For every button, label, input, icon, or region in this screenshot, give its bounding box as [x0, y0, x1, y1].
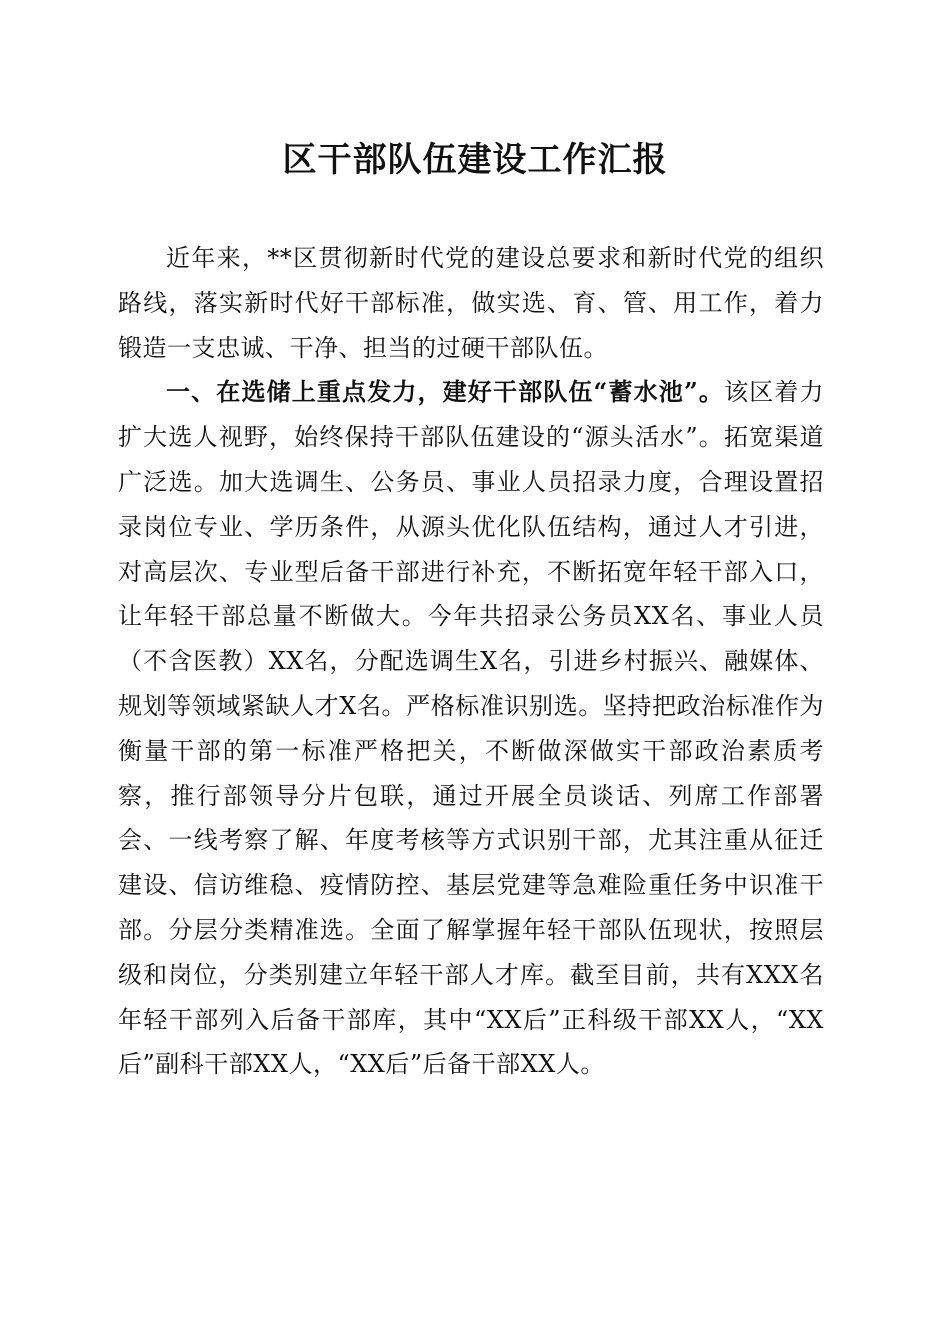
document-title: 区干部队伍建设工作汇报: [282, 140, 668, 180]
section-one-heading: 一、在选储上重点发力，建好干部队伍“蓄水池”。: [166, 377, 725, 407]
section-one-paragraph: [118, 370, 824, 1087]
intro-paragraph-text: 近年来，**区贯彻新时代党的建设总要求和新时代党的组织路线，落实新时代好干部标准，做实选、育、管、用工作，着力锻造一支忠诚、干净、担当的过硬干部队伍。: [118, 244, 824, 362]
section-one-text: 该区着力扩大选人视野，始终保持干部队伍建设的“源头活水”。拓宽渠道广泛选。加大选调生、公务员、事业人员招录力度，合理设置招录岗位专业、学历条件，从源头优化队伍结构，通过人才引进，对高层次、专业型后备干部进行补充，不断拓宽年轻干部入口，让年轻干部总量不断做大。今年共招录公务员XX名、事业人员（不含医教）XX名，分配选调生X名，引进乡村振兴、融媒体、规划等领域紧缺人才X名。严格标准识别选。坚持把政治标准作为衡量干部的第一标准严格把关，不断做深做实干部政治素质考察，推行部领导分片包联，通过开展全员谈话、列席工作部署会、一线考察了解、年度考核等方式识别干部，尤其注重从征迁建设、信访维稳、疫情防控、基层党建等急难险重任务中识准干部。分层分类精准选。全面了解掌握年轻干部队伍现状，按照层级和岗位，分类别建立年轻干部人才库。截至目前，共有XXX名年轻干部列入后备干部库，其中“XX后”正科级干部XX人，“XX后”副科干部XX人，“XX后”后备干部XX人。: [118, 378, 825, 1079]
intro-paragraph: [118, 236, 824, 370]
document-body: [118, 236, 824, 1087]
